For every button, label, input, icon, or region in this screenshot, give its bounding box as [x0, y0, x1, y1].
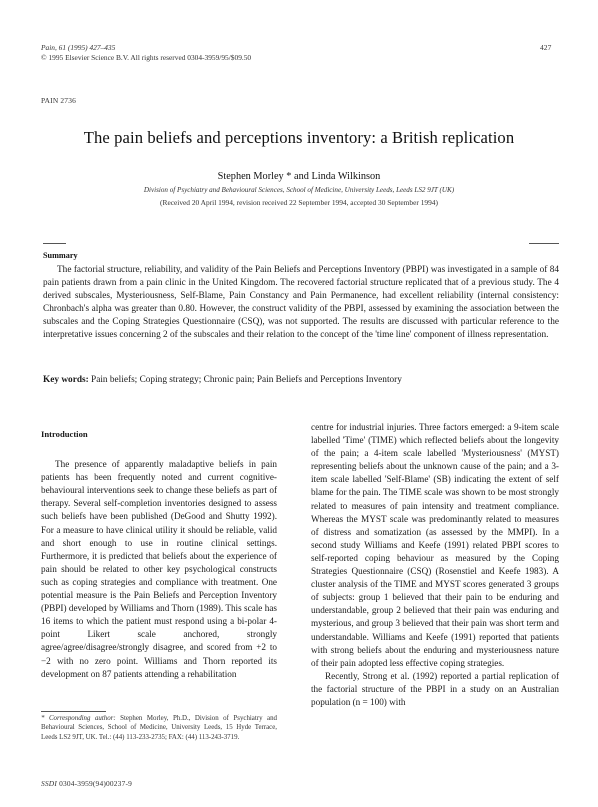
introduction-heading: Introduction	[41, 429, 88, 439]
summary-text: The factorial structure, reliability, and validity of the Pain Beliefs and Perceptions Inventory (PBPI) was investigated in a sample of 84 pain patients drawn from a pain clinic in the United Kingdom. The recovered factorial structure replicated that of a previous study. The 4 derived subscales, Mysteriousness, Self-Blame, Pain Constancy and Pain Permanence, had excellent reliability (internal consistency: Chronbach's alpha was greater than 0.80. However, the construct validity of the PBPI, assessed by examining the association between the subscales and the Coping Strategies Questionnaire (CSQ), was not supported. The results are discussed with particular reference to the interpretative issues concerning 2 of the subscales and their relation to the concept of the 'time line' component of illness representation.	[43, 265, 559, 341]
received-dates: (Received 20 April 1994, revision received 22 September 1994, accepted 30 September 1994)	[160, 198, 438, 207]
ssdi-label: SSDI	[41, 779, 57, 788]
keywords-text: Pain beliefs; Coping strategy; Chronic pain; Pain Beliefs and Perceptions Inventory	[91, 375, 402, 385]
ssdi-code: 0304-3959(94)00237-9	[59, 779, 133, 788]
divider-rule-right	[529, 243, 559, 244]
article-title: The pain beliefs and perceptions inventory: a British replication	[83, 128, 515, 147]
footnote-text: Stephen Morley, Ph.D., Division of Psychiatry and Behavioural Sciences, School of Medicine, University Leeds, 15 Hyde Terrace, Leeds LS2 9JT, UK. Tel.: (44) 113-233-2735; FAX: (44) 113-243-3719.	[41, 715, 277, 741]
footnote-rule	[41, 711, 106, 712]
journal-citation: Pain, 61 (1995) 427–435	[41, 43, 116, 52]
article-authors: Stephen Morley * and Linda Wilkinson	[217, 171, 381, 182]
page-number: 427	[540, 43, 552, 52]
footnote-marker: * Corresponding author:	[41, 715, 116, 722]
author-affiliation: Division of Psychiatry and Behavioural Sciences, School of Medicine, University Leeds, Leeds LS2 9JT (UK)	[143, 186, 455, 194]
copyright-line: © 1995 Elsevier Science B.V. All rights reserved 0304-3959/95/$09.50	[41, 52, 252, 62]
left-column	[41, 428, 277, 681]
body-paragraph-continued: centre for industrial injuries. Three factors emerged: a 9-item scale labelled 'Time' (TIME) which reflected beliefs about the longevity of the pain; a 4-item scale labelled 'Mysteriousness' (MYST) representing beliefs about the unknown cause of the pain; and a 3-item scale labelled 'Self-Blame' (SB) indicating the extent of self blame for the pain. The TIME scale was shown to be most strongly related to measures of pain intensity and treatment compliance. Whereas the MYST scale was predominantly related to measures of distress and somatization (as assessed by the MMPI). In a second study Williams and Keefe (1991) related PBPI scores to self-reported coping behaviour as measured by the Coping Strategies Questionnaire (CSQ) (Rosenstiel and Keefe 1983). A cluster analysis of the TIME and MYST scores generated 3 groups of subjects: group 1 believed that their pain to be enduring and understandable, group 2 believed that their pain was enduring and mysterious, and group 3 believed that their pain was short term and understandable. Williams and Keefe (1991) reported that patients with strong beliefs about the enduring and mysteriousness nature of their pain adopted less effective coping strategies.	[311, 422, 559, 668]
keywords-line	[43, 375, 402, 385]
body-paragraph-strong: Recently, Strong et al. (1992) reported a partial replication of the factorial structure of the PBPI in a study on an Australian population (n = 100) with	[311, 670, 559, 707]
ssdi-line	[41, 779, 132, 788]
right-column	[311, 421, 559, 709]
divider-rule-left	[43, 243, 66, 244]
keywords-label: Key words:	[43, 375, 89, 385]
corresponding-author-footnote	[41, 714, 277, 742]
article-code: PAIN 2736	[41, 96, 76, 105]
journal-header	[41, 43, 251, 62]
intro-paragraph: The presence of apparently maladaptive beliefs in pain patients has been frequently noted and current cognitive-behavioural interventions seek to change these beliefs as part of therapy. Several self-completion inventories designed to assess such beliefs have been published (DeGood and Shutty 1992). For a measure to have clinical utility it should be reliable, valid and short enough to use in routine clinical settings. Furthermore, it is predicted that beliefs about the experience of pain should be related to other key psychological constructs such as coping strategies and compliance with treatment. One potential measure is the Pain Beliefs and Perception Inventory (PBPI) developed by Williams and Thorn (1989). This scale has 16 items to which the patient must respond using a bi-polar 4-point Likert scale anchored, strongly agree/agree/disagree/strongly disagree, and scored from +2 to −2 with no zero point. Williams and Thorn reported its development on 87 patients attending a rehabilitation	[41, 459, 277, 679]
summary-heading: Summary	[43, 251, 78, 260]
